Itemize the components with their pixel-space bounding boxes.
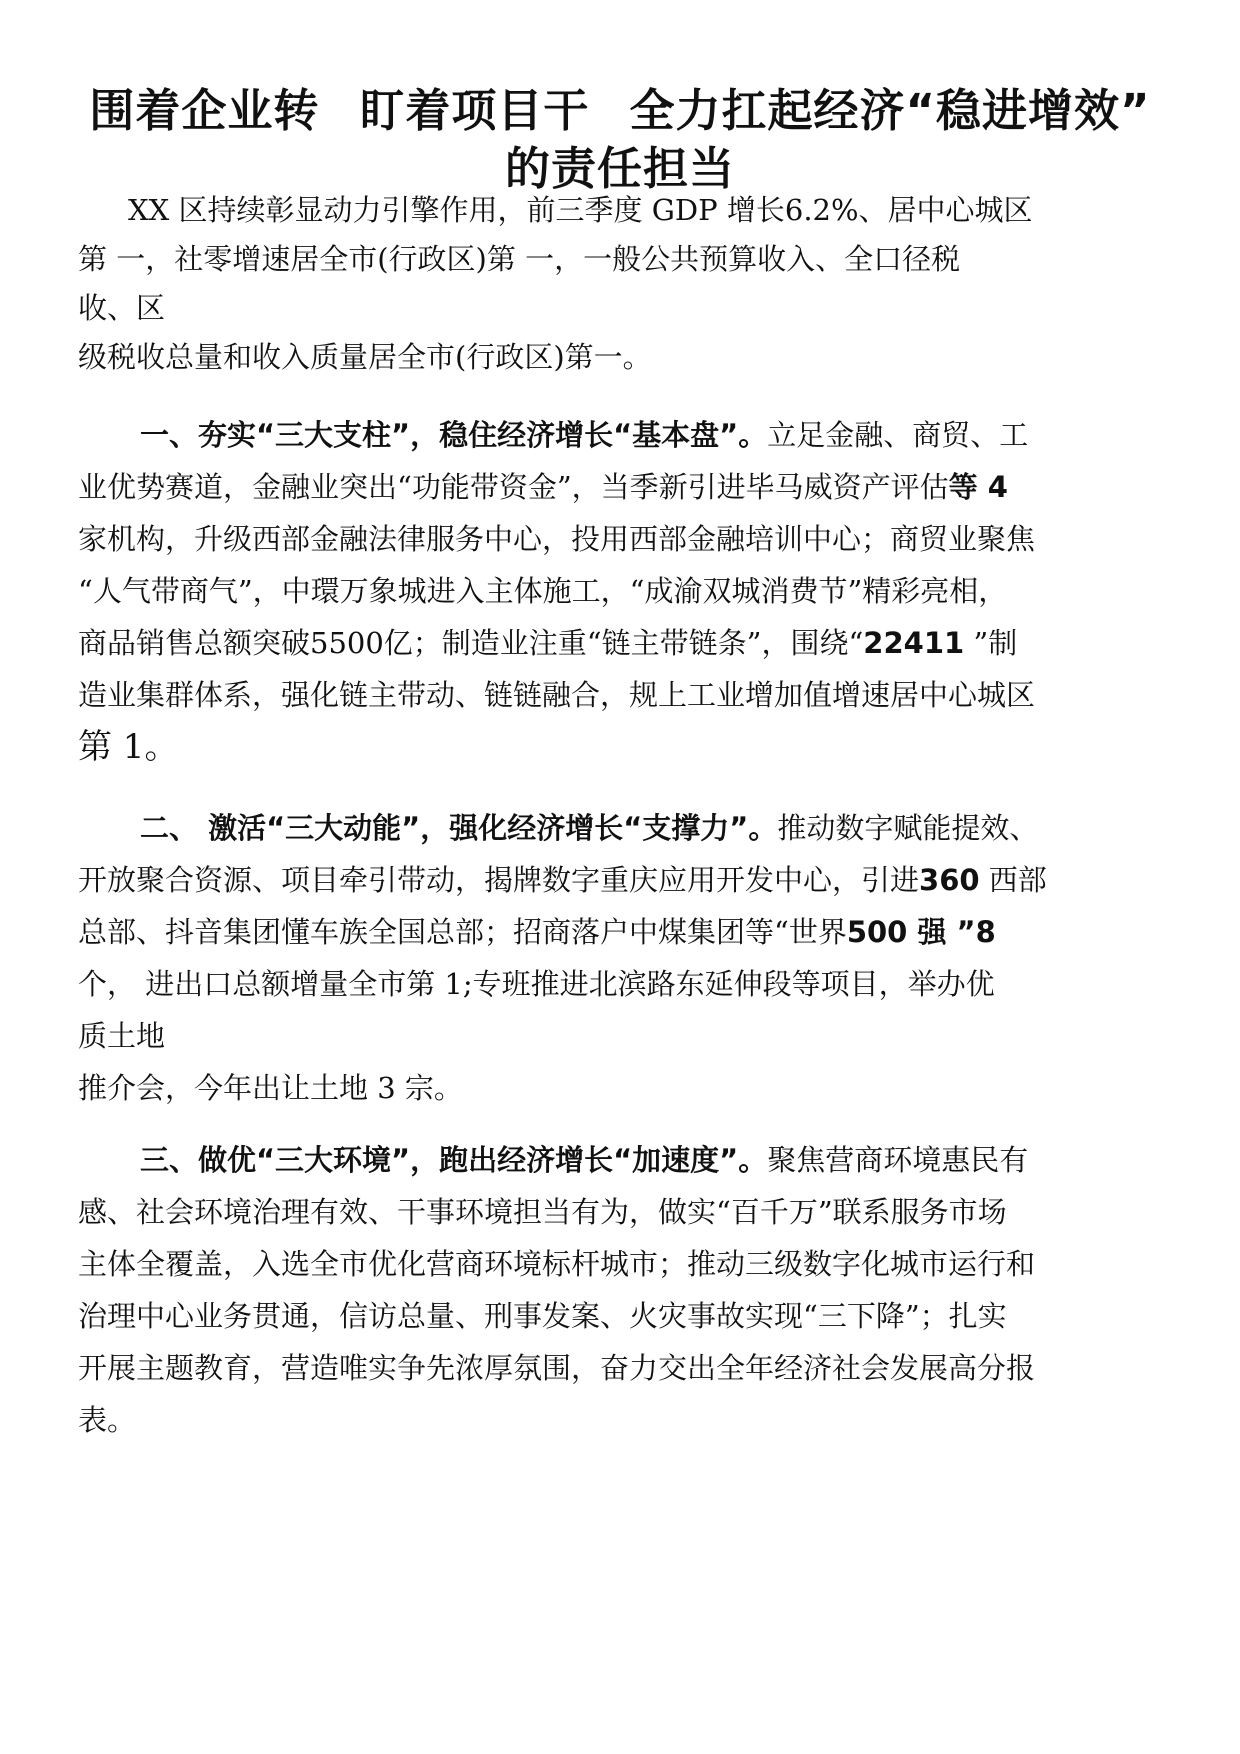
section-2-text-3a: 总部、抖音集团懂车族全国总部；招商落户中煤集团等“世界	[78, 915, 847, 949]
page-title-line-2: 的责任担当	[504, 142, 735, 195]
section-3-heading: 三、做优“三大环境”，跑出经济增长“加速度”。	[140, 1143, 768, 1177]
section-2-line-4: 个， 进出口总额增量全市第 1;专班推进北滨路东延伸段等项目，举办优	[78, 967, 995, 1001]
section-2-text-2c: 西部	[979, 863, 1047, 897]
section-1-text-5c: ”制	[964, 626, 1018, 660]
title-part-1: 围着企业转	[89, 84, 320, 137]
section-3-line-3: 主体全覆盖，入选全市优化营商环境标杆城市；推动三级数字化城市运行和	[78, 1247, 1036, 1281]
section-3-line-2: 感、社会环境治理有效、干事环境担当有为，做实“百千万”联系服务市场	[78, 1195, 1007, 1229]
section-1-heading: 一、夯实“三大支柱”，稳住经济增长“基本盘”。	[140, 418, 768, 452]
section-3-text-1: 聚焦营商环境惠民有	[767, 1143, 1029, 1177]
section-2-heading: 二、 激活“三大动能”，强化经济增长“支撑力”。	[140, 811, 778, 845]
section-3-line-4: 治理中心业务贯通，信访总量、刑事发案、火灾事故实现“三下降”；扎实	[78, 1299, 1007, 1333]
section-2-text-3b: 500 强 ”8	[846, 915, 996, 949]
section-2-text-2a: 开放聚合资源、项目牵引带动，揭牌数字重庆应用开发中心，引进	[78, 863, 920, 897]
section-2-line-3	[78, 906, 996, 958]
section-2-line-1	[140, 802, 1038, 854]
section-1-text-1: 立足金融、商贸、工	[767, 418, 1029, 452]
section-1-text-2a: 业优势赛道，金融业突出“功能带资金”，当季新引进毕马威资产评估	[78, 470, 949, 504]
section-1-line-4: “人气带商气”，中環万象城进入主体施工，“成渝双城消费节”精彩亮相，	[78, 574, 1008, 608]
intro-line-2: 第 一，社零增速居全市(行政区)第 一，一般公共预算收入、全口径税	[78, 242, 961, 276]
intro-line-1: XX 区持续彰显动力引擎作用，前三季度 GDP 增长6.2%、居中心城区	[128, 193, 1033, 227]
section-1-text-5b: 22411	[863, 626, 965, 660]
title-part-2: 盯着项目干	[359, 84, 590, 137]
section-1-text-2b: 等 4	[948, 470, 1008, 504]
section-1-line-3: 家机构，升级西部金融法律服务中心，投用西部金融培训中心；商贸业聚焦	[78, 522, 1036, 556]
section-1-line-2	[78, 461, 1008, 513]
title-part-3: 全力扛起经济“稳进增效”	[629, 84, 1151, 137]
section-3-line-5: 开展主题教育，营造唯实争先浓厚氛围，奋力交出全年经济社会发展高分报	[78, 1351, 1036, 1385]
section-1-line-1	[140, 409, 1028, 461]
section-1-line-7: 第 1。	[78, 727, 179, 767]
section-3-line-6: 表。	[78, 1403, 137, 1437]
section-2-line-5: 质土地	[78, 1019, 166, 1053]
section-1-line-5	[78, 617, 1017, 669]
page-title-line-1	[60, 82, 1180, 140]
intro-line-4: 级税收总量和收入质量居全市(行政区)第一。	[78, 340, 652, 374]
section-2-line-6: 推介会，今年出让土地 3 宗。	[78, 1071, 463, 1105]
section-2-text-1: 推动数字赋能提效、	[777, 811, 1039, 845]
section-3-line-1	[140, 1134, 1028, 1186]
section-2-text-2b: 360	[919, 863, 980, 897]
section-2-line-2	[78, 854, 1047, 906]
section-1-line-6: 造业集群体系，强化链主带动、链链融合，规上工业增加值增速居中心城区	[78, 678, 1036, 712]
section-1-text-5a: 商品销售总额突破5500亿；制造业注重“链主带链条”，围绕“	[78, 626, 864, 660]
intro-line-3: 收、区	[78, 291, 166, 325]
